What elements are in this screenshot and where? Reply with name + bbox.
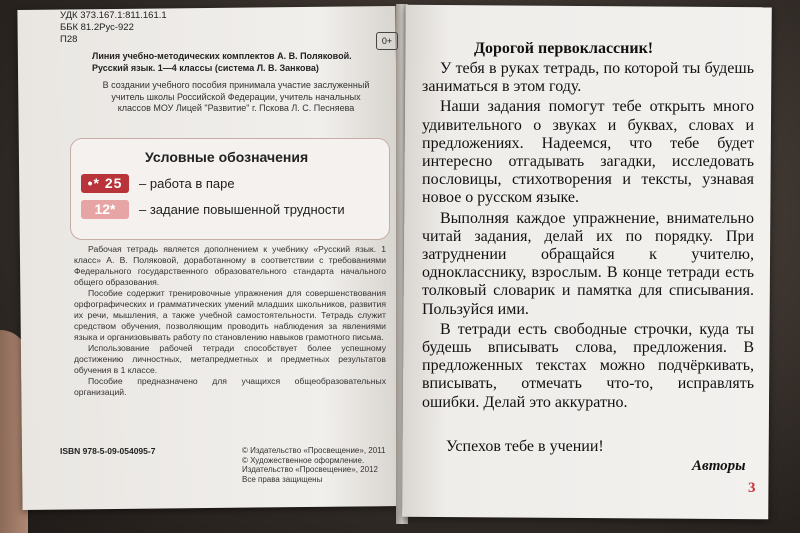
letter-paragraph: Выполняя каждое упражнение, внимательно читай задания, делай их по порядку. При затруднении обращайся к учителю, однокласснику, взрослым. В конце тетради есть толковый словарик и памятка для списывания. Пользуйся ими. [422,209,754,318]
abstract-paragraph: Пособие предназначено для учащихся общеобразовательных организаций. [74,376,386,397]
pair-work-badge: •* 25 [81,174,129,193]
letter-signature: Авторы [692,458,746,474]
copyright-block [242,446,385,484]
isbn: ISBN 978-5-09-054095-7 [60,446,156,456]
catalog-info [60,10,167,46]
legend-title: Условные обозначения [145,149,309,165]
creators-note: В создании учебного пособия принимала участие заслуженный учитель школы Российской Федерации, учитель начальных классов МОУ Лицей "Развитие" г. Пскова Л. С. Песняева [102,80,370,113]
abstract-paragraph: Рабочая тетрадь является дополнением к учебнику «Русский язык. 1 класс» А. В. Поляковой, доработанному в соответствии с требованиями Федерального государственного образовательного стандарта начального общего образования. [74,244,386,287]
series-title: Линия учебно-методических комплектов А. В. Поляковой. Русский язык. 1—4 классы (система Л. В. Занкова) [92,51,352,73]
bbk-code: ББК 81.2Рус-922 [60,22,134,33]
legend-row-pair-work [81,173,235,193]
letter-paragraph: Наши задания помогут тебе открыть много удивительного о звуках и буквах, словах и предложениях. Надеемся, что тебе будет интересно отгадывать загадки, исследовать пословицы, стихотворения и тексты, узнавая новое о русском языке. [422,98,754,207]
book-code: П28 [60,34,78,45]
copyright-line: Издательство «Просвещение», 2012 [242,465,378,474]
age-rating-badge: 0+ [376,32,398,50]
letter-paragraph: У тебя в руках тетрадь, по которой ты будешь заниматься в этом году. [422,60,754,96]
letter-title: Дорогой первоклассник! [474,40,654,57]
hard-task-badge: 12* [81,200,129,219]
page-number: 3 [748,480,756,496]
copyright-line: © Издательство «Просвещение», 2011 [242,446,386,455]
legend-box [70,138,390,240]
abstract-paragraph: Пособие содержит тренировочные упражнения для совершенствования орфографических и грамматических умений младших школьников, развития их речи, мышления, а также учебной самостоятельности. Тетрадь служит средством обучения, позволяющим проводить наблюдения за явлениями языка и организовывать работу по становлению навыков грамотного письма. [74,288,386,342]
pair-work-label: – работа в паре [139,175,235,191]
copyright-line: Все права защищены [242,474,323,484]
copyright-line: © Художественное оформление. [242,455,365,465]
udk-code: УДК 373.167.1:811.161.1 [60,10,167,21]
letter-wish: Успехов тебе в учении! [446,438,604,455]
letter-paragraph: В тетради есть свободные строчки, куда ты будешь вписывать слова, предложения. В предложенных текстах можно подчёркивать, вписывать, отмечать что-то, исправлять ошибки. Делай это аккуратно. [422,320,754,411]
hard-task-label: – задание повышенной трудности [139,201,345,217]
abstract [74,244,386,398]
letter-body [422,60,754,412]
legend-row-hard-task [81,199,345,219]
abstract-paragraph: Использование рабочей тетради способствует более успешному достижению личностных, метапредметных и предметных результатов обучения в 1 классе. [74,343,386,375]
